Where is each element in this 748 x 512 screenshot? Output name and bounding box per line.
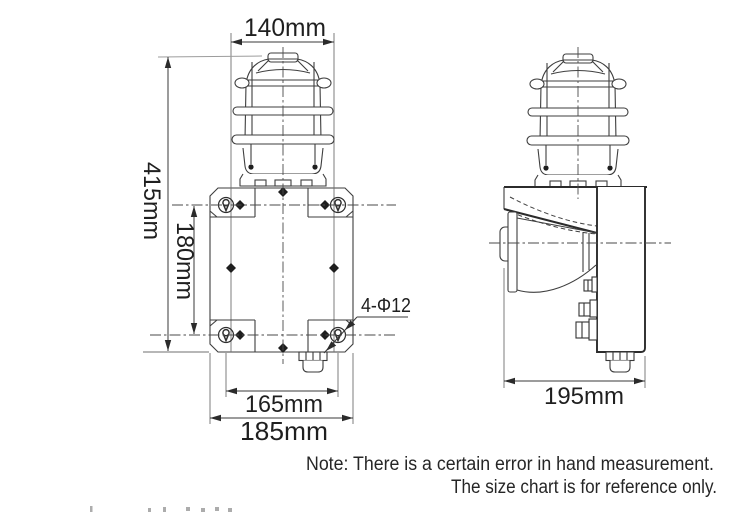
arrowhead-left	[226, 388, 237, 394]
terminal-bolt-1	[584, 277, 597, 292]
cable-gland-side	[606, 352, 634, 372]
extension-line	[158, 56, 262, 57]
dim-hole-spacing-horizontal-label: 165mm	[245, 391, 323, 418]
dim-depth-label: 195mm	[544, 383, 624, 410]
arrowhead-left	[231, 39, 242, 45]
arrowhead-down	[165, 340, 171, 351]
arrowhead-right	[342, 415, 353, 421]
note-line-1: Note: There is a certain error in hand measurement.	[306, 454, 714, 475]
arrowhead-left	[210, 415, 221, 421]
arrowhead-left	[504, 378, 515, 384]
measurement-note	[306, 454, 717, 498]
alignment-diamonds	[226, 187, 339, 353]
terminal-bolts	[576, 277, 597, 340]
dim-height-total-label: 415mm	[138, 162, 165, 243]
mounting-plate	[210, 33, 353, 353]
arrowhead-right	[634, 378, 645, 384]
dim-width-top-label: 140mm	[244, 14, 326, 42]
mounting-ear-bottom-left	[210, 320, 255, 352]
horn-mouth	[508, 212, 517, 292]
front-view	[138, 14, 411, 446]
dim-width-top	[231, 14, 334, 45]
arrowhead-down	[191, 323, 197, 334]
side-view	[489, 47, 671, 410]
body-housing	[597, 187, 645, 352]
arrowhead	[345, 320, 355, 330]
dim-hole-spacing-vertical	[171, 206, 198, 334]
arrowhead-right	[327, 388, 338, 394]
arrowhead-up	[191, 206, 197, 217]
arrowhead	[326, 341, 336, 351]
dim-hole-spacing-vertical-label: 180mm	[171, 222, 198, 303]
cropped-text-fragment	[90, 506, 232, 512]
arrowhead-up	[165, 57, 171, 68]
terminal-bolt-2	[579, 300, 597, 317]
horn-cone-top	[517, 218, 597, 233]
terminal-bolt-3	[576, 319, 597, 340]
cable-gland-front	[299, 352, 327, 372]
note-line-2: The size chart is for reference only.	[451, 477, 717, 498]
hole-callout	[324, 295, 411, 353]
dim-base-width-label: 185mm	[240, 416, 328, 446]
hole-callout-label: 4-Φ12	[361, 295, 411, 317]
